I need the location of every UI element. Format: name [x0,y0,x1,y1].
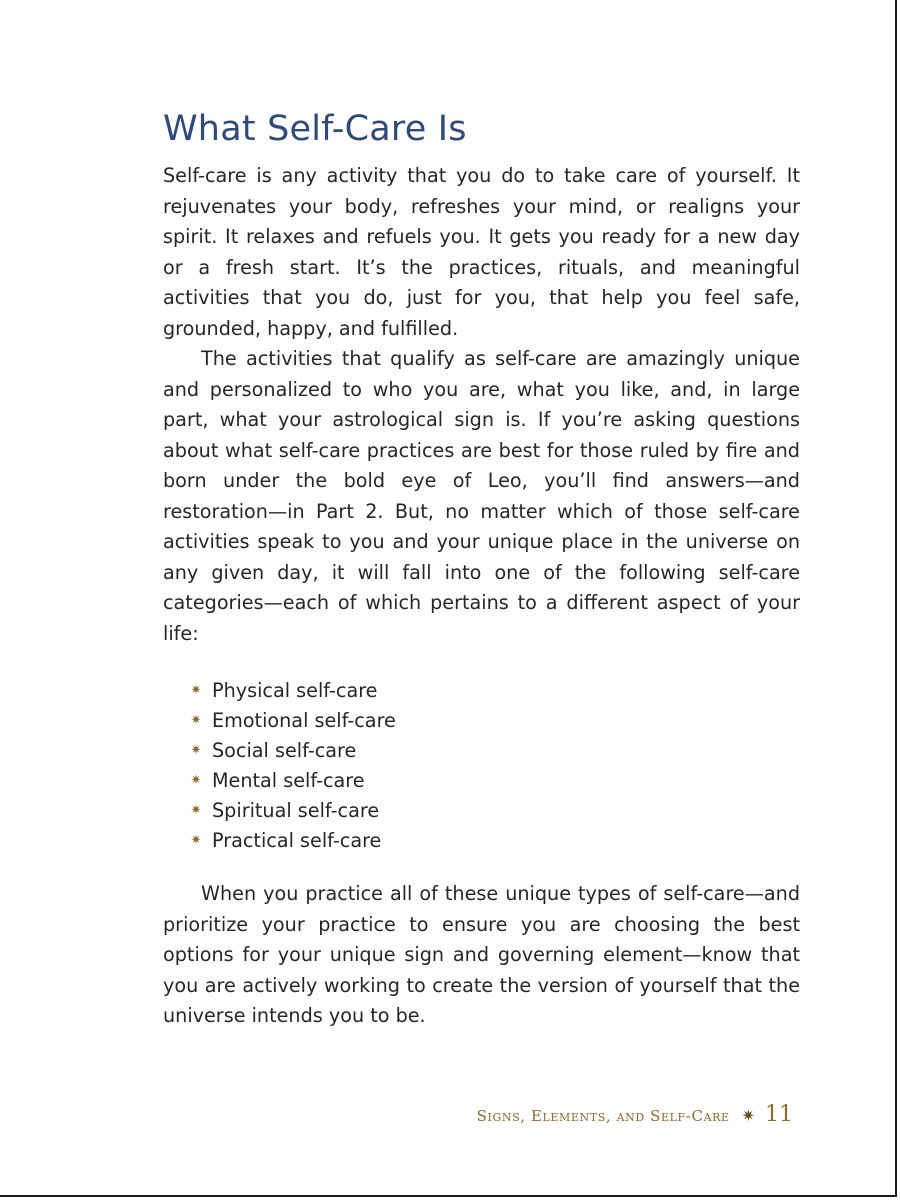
list-item [163,676,396,706]
paragraph-text: Self-care is any activity that you do to take care of yourself. It rejuvenates your body, refreshes your mind, or realigns your spirit. It relaxes and refuels you. It gets you ready for a new day or a fresh start. It’s the practices, rituals, and meaningful activities that you do, just for you, that help you feel safe, grounded, happy, and fulfilled. [163,164,800,340]
paragraph-intro [163,161,800,344]
list-item-label: Physical self-care [212,679,378,702]
star-bullet-icon: ✷ [190,743,202,758]
list-item [163,736,396,766]
list-item [163,796,396,826]
star-bullet-icon: ✷ [190,803,202,818]
star-separator-icon: ✷ [741,1106,755,1125]
star-bullet-icon: ✷ [190,713,202,728]
page-footer [477,1102,793,1127]
section-heading: What Self-Care Is [163,109,467,149]
paragraph-conclusion [163,879,800,1032]
list-item [163,766,396,796]
list-item [163,706,396,736]
list-item-label: Practical self-care [212,829,382,852]
star-bullet-icon: ✷ [190,833,202,848]
list-item [163,826,396,856]
self-care-categories-list [163,676,396,856]
list-item-label: Mental self-care [212,769,365,792]
page-number: 11 [765,1102,793,1127]
running-title: Signs, Elements, and Self-Care [476,1107,730,1125]
star-bullet-icon: ✷ [190,683,202,698]
list-item-label: Emotional self-care [212,709,396,732]
paragraph-activities [163,344,800,649]
list-item-label: Social self-care [212,739,357,762]
paragraph-text: The activities that qualify as self-care are amazingly unique and personalized to who you are, what you like, and, in large part, what your astrological sign is. If you’re asking questions about what self-care practices are best for those ruled by fire and born under the bold eye of Leo, you’ll find answers—and restoration—in Part 2. But, no matter which of those self-care activities speak to you and your unique place in the universe on any given day, it will fall into one of the following self-care categories—each of which pertains to a different aspect of your life: [163,347,800,645]
star-bullet-icon: ✷ [190,773,202,788]
paragraph-text: When you practice all of these unique types of self-care—and prioritize your practice to ensure you are choosing the best options for your unique sign and governing element—know that you are actively working to create the version of yourself that the universe intends you to be. [163,882,800,1027]
list-item-label: Spiritual self-care [212,799,380,822]
